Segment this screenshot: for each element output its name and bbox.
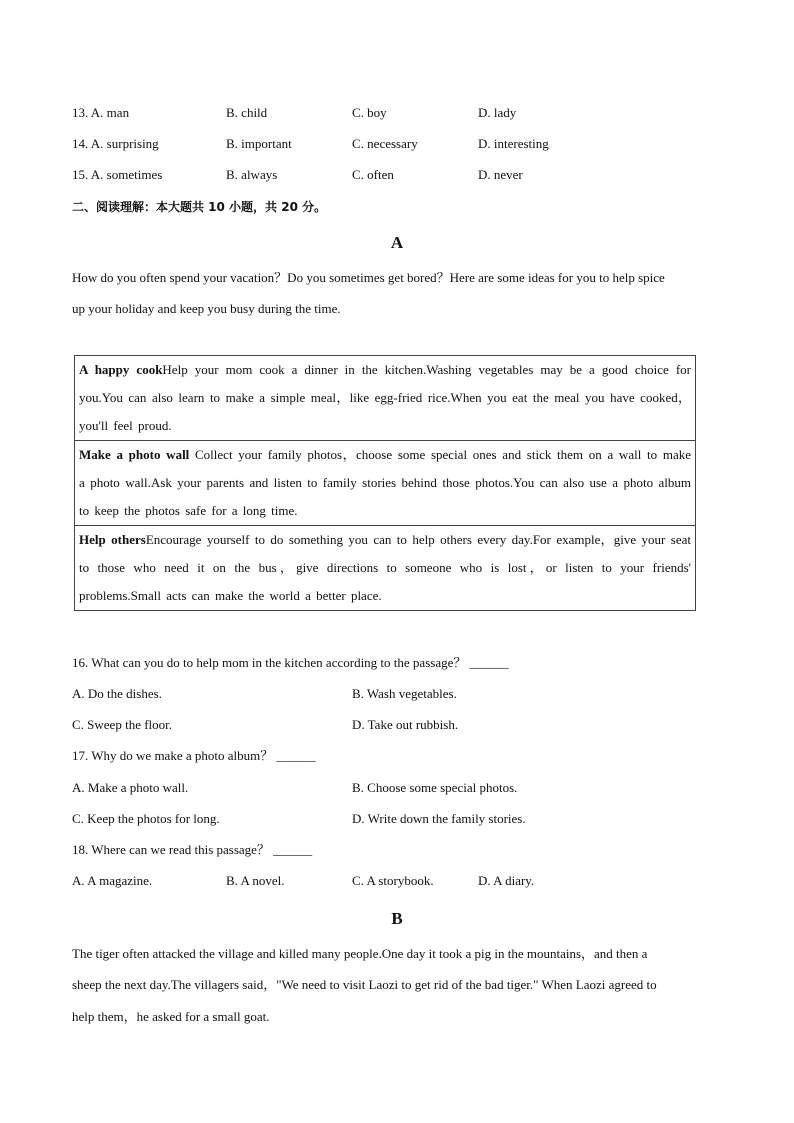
option-c: C. necessary bbox=[352, 136, 418, 151]
option-d: D. A diary. bbox=[478, 873, 535, 888]
option-b: B. Choose some special photos. bbox=[352, 780, 518, 795]
idea-photo-wall bbox=[75, 441, 695, 526]
idea-text: Collect your family photos，choose some special ones and stick them on a wall to make a photo wall.Ask your parents and listen to family stories behind those photos.You can also use a photo album to keep the photos safe for a long time. bbox=[79, 447, 691, 518]
question-17-stem: 17. Why do we make a photo album？ ______ bbox=[72, 748, 316, 763]
option-a: 15. A. sometimes bbox=[72, 167, 163, 182]
option-b: B. A novel. bbox=[226, 873, 285, 888]
option-b: B. Wash vegetables. bbox=[352, 686, 457, 701]
option-a: A. Make a photo wall. bbox=[72, 780, 189, 795]
idea-title: Help others bbox=[79, 532, 146, 547]
passage-a-heading: A bbox=[390, 233, 404, 252]
option-c: C. Sweep the floor. bbox=[72, 717, 173, 732]
question-18-stem: 18. Where can we read this passage？ ______ bbox=[72, 842, 313, 857]
passage-a-intro-line-2: up your holiday and keep you busy during the time. bbox=[72, 301, 341, 316]
idea-title: A happy cook bbox=[79, 362, 163, 377]
idea-text: Help your mom cook a dinner in the kitchen.Washing vegetables may be a good choice for you.You can also learn to make a simple meal，like egg-fried rice.When you eat the meal you have cooked，you'll feel proud. bbox=[79, 362, 691, 433]
option-d: D. Take out rubbish. bbox=[352, 717, 459, 732]
option-c: C. often bbox=[352, 167, 394, 182]
passage-a-intro-line-1: How do you often spend your vacation？Do you sometimes get bored？Here are some ideas for you to help spice bbox=[72, 270, 665, 285]
passage-b-line-2: sheep the next day.The villagers said，"We need to visit Laozi to get rid of the bad tiger." When Laozi agreed to bbox=[72, 977, 657, 992]
idea-happy-cook bbox=[75, 356, 695, 441]
option-d: D. interesting bbox=[478, 136, 549, 151]
option-b: B. always bbox=[226, 167, 278, 182]
question-16-stem: 16. What can you do to help mom in the kitchen according to the passage？ ______ bbox=[72, 655, 509, 670]
idea-title: Make a photo wall bbox=[79, 447, 190, 462]
option-d: D. lady bbox=[478, 105, 517, 120]
ideas-table bbox=[74, 355, 696, 611]
section-title: 二、阅读理解：本大题共 10 小题，共 20 分。 bbox=[72, 200, 327, 214]
option-c: C. A storybook. bbox=[352, 873, 434, 888]
option-b: B. important bbox=[226, 136, 292, 151]
option-d: D. never bbox=[478, 167, 523, 182]
idea-text: Encourage yourself to do something you can to help others every day.For example，give your seat to those who need it on the bus，give directions to someone who is lost，or listen to your friends' problems.Small acts can make the world a better place. bbox=[79, 532, 691, 603]
option-b: B. child bbox=[226, 105, 268, 120]
option-c: C. boy bbox=[352, 105, 387, 120]
idea-help-others bbox=[75, 526, 695, 610]
option-a: A. A magazine. bbox=[72, 873, 153, 888]
passage-b-line-1: The tiger often attacked the village and killed many people.One day it took a pig in the mountains，and then a bbox=[72, 946, 648, 961]
option-a: 14. A. surprising bbox=[72, 136, 159, 151]
option-a: A. Do the dishes. bbox=[72, 686, 162, 701]
passage-b-line-3: help them，he asked for a small goat. bbox=[72, 1009, 270, 1024]
option-c: C. Keep the photos for long. bbox=[72, 811, 220, 826]
passage-b-heading: B bbox=[391, 909, 403, 928]
option-a: 13. A. man bbox=[72, 105, 130, 120]
option-d: D. Write down the family stories. bbox=[352, 811, 526, 826]
